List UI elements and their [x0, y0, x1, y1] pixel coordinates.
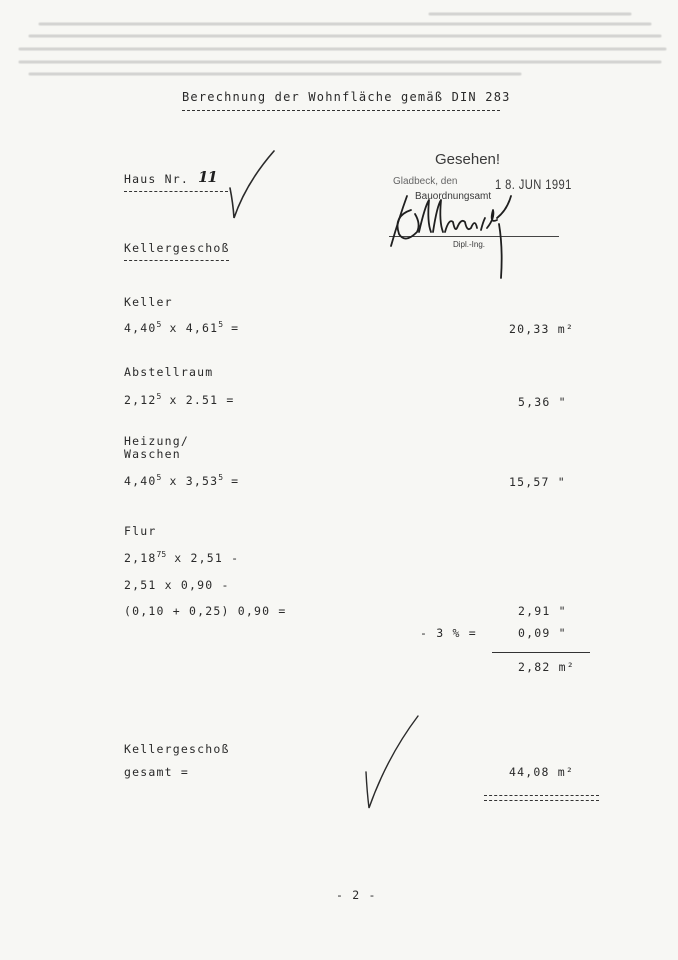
stamp-title: Gesehen! [435, 151, 501, 168]
stamp-date: 1 8. JUN 1991 [495, 176, 572, 192]
calc-flur-line2: 2,51 x 0,90 - [124, 578, 230, 592]
signature [385, 188, 595, 283]
result-flur: 2,91 " [518, 604, 567, 618]
result-abstellraum: 5,36 " [518, 395, 567, 409]
calc-heizung: 4,40$^5$ x $3,53^5$ = [124, 473, 240, 488]
sum-line [492, 652, 590, 653]
stamp-place: Gladbeck, den [393, 176, 458, 187]
checkmark-icon [362, 712, 422, 812]
total-label-line2: gesamt = [124, 765, 189, 779]
total-value: 44,08 m² [509, 765, 574, 779]
calc-flur-line1: 2,18$^{75}$ x 2,51 - [124, 550, 240, 565]
house-number: 11 [198, 168, 217, 186]
house-underline [124, 191, 228, 192]
deduction-value: 0,09 " [518, 626, 567, 640]
calc-abstellraum: 2,12$^5$ x 2.51 = [124, 392, 235, 407]
result-flur-net: 2,82 m² [518, 660, 575, 674]
room-name-waschen: Waschen [124, 447, 181, 461]
calc-keller: 4,40$^5$ x $4,61^5$ = [124, 320, 240, 335]
section-heading: Kellergeschoß [124, 241, 230, 255]
section-underline [124, 260, 229, 261]
page-number: - 2 - [336, 888, 377, 902]
deduction-label: - 3 % = [420, 626, 477, 640]
room-name-keller: Keller [124, 295, 173, 309]
approval-stamp [385, 148, 595, 283]
page-title: Berechnung der Wohnfläche gemäß DIN 283 [182, 90, 511, 104]
stamp-office: Bauordnungsamt [415, 191, 492, 202]
result-heizung: 15,57 " [509, 475, 566, 489]
room-name-abstellraum: Abstellraum [124, 365, 214, 379]
house-label: Haus Nr. [124, 172, 189, 186]
stamp-qualification: Dipl.-Ing. [453, 240, 486, 249]
bleed-through-text [0, 0, 678, 85]
room-name-heizung: Heizung/ [124, 434, 189, 448]
checkmark-icon [226, 148, 278, 223]
title-underline [182, 110, 500, 111]
total-label-line1: Kellergeschoß [124, 742, 230, 756]
room-name-flur: Flur [124, 524, 157, 538]
result-keller: 20,33 m² [509, 322, 574, 336]
calc-flur-line3: (0,10 + 0,25) 0,90 = [124, 604, 287, 618]
total-double-underline [484, 795, 599, 801]
